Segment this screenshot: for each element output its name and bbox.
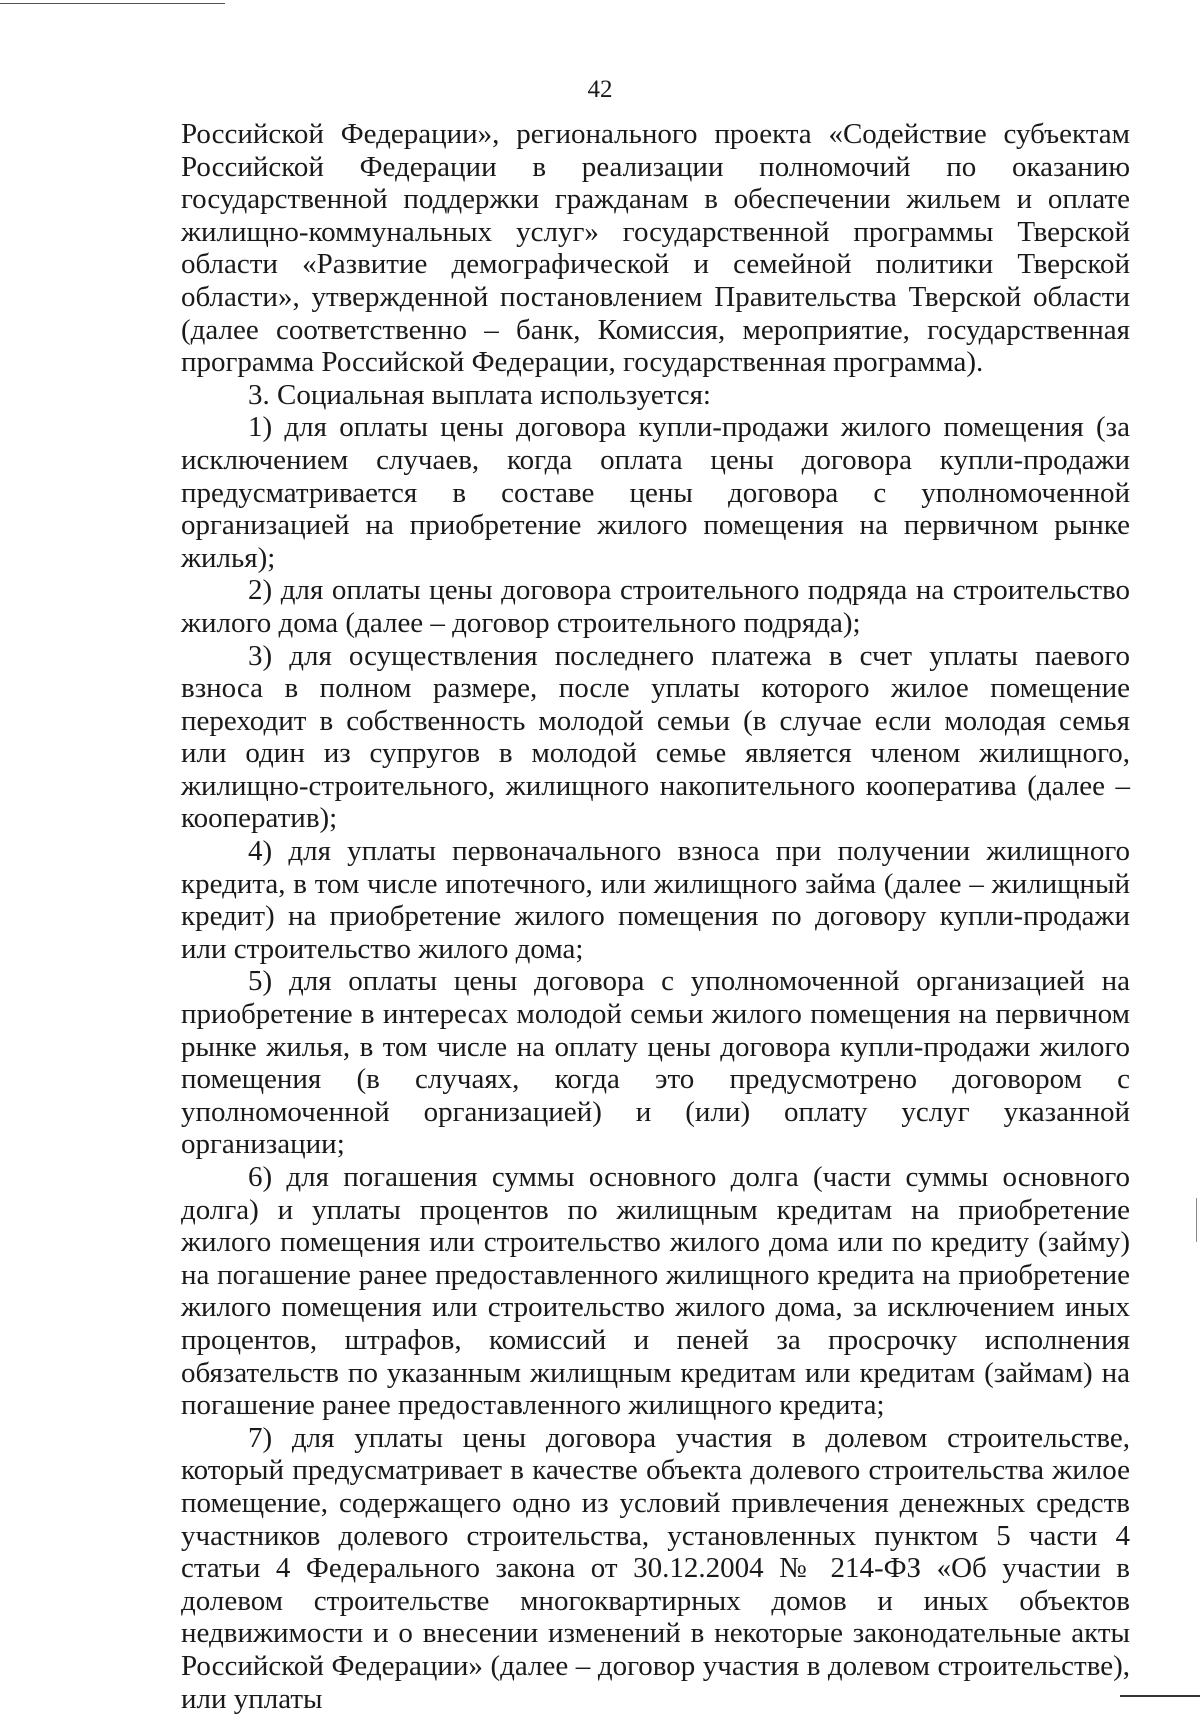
paragraph-item-4: 4) для уплаты первоначального взноса при получении жилищного кредита, в том числе ипотечного, или жилищного займа (далее – жилищный кредит) на приобретение жилого помещения по договору купли-продажи или строительство жилого дома; bbox=[181, 835, 1130, 965]
paragraph-item-5: 5) для оплаты цены договора с уполномоченной организацией на приобретение в интересах молодой семьи жилого помещения на первичном рынке жилья, в том числе на оплату цены договора купли-продажи жилого помещения (в случаях, когда это предусмотрено договором с уполномоченной организацией) и (или) оплату услуг указанной организации; bbox=[181, 965, 1130, 1161]
document-body bbox=[181, 118, 1130, 1715]
paragraph-continuation: Российской Федерации», регионального проекта «Содействие субъектам Российской Федерации в реализации полномочий по оказанию государственной поддержки гражданам в обеспечении жильем и оплате жилищно-коммунальных услуг» государственной программы Тверской области «Развитие демографической и семейной политики Тверской области», утвержденной постановлением Правительства Тверской области (далее соответственно – банк, Комиссия, мероприятие, государственная программа Российской Федерации, государственная программа). bbox=[181, 118, 1130, 379]
page-number: 42 bbox=[587, 76, 613, 103]
paragraph-section-3-heading: 3. Социальная выплата используется: bbox=[248, 378, 711, 411]
paragraph-item-2: 2) для оплаты цены договора строительного подряда на строительство жилого дома (далее – договор строительного подряда); bbox=[181, 574, 1130, 639]
paragraph-item-7: 7) для уплаты цены договора участия в долевом строительстве, который предусматривает в качестве объекта долевого строительства жилое помещение, содержащего одно из условий привлечения денежных средств участников долевого строительства, установленных пунктом 5 части 4 статьи 4 Федерального закона от 30.12.2004 № 214-ФЗ «Об участии в долевом строительстве многоквартирных домов и иных объектов недвижимости и о внесении изменений в некоторые законодательные акты Российской Федерации» (далее – договор участия в долевом строительстве), или уплаты bbox=[181, 1421, 1130, 1715]
scan-edge-line bbox=[0, 3, 225, 4]
paragraph-item-3: 3) для осуществления последнего платежа в счет уплаты паевого взноса в полном размере, после уплаты которого жилое помещение переходит в собственность молодой семьи (в случае если молодая семья или один из супругов в молодой семье является членом жилищного, жилищно-строительного, жилищного накопительного кооператива (далее – кооператив); bbox=[181, 639, 1130, 835]
paragraph-item-1: 1) для оплаты цены договора купли-продажи жилого помещения (за исключением случаев, когда оплата цены договора купли-продажи предусматривается в составе цены договора с уполномоченной организацией на приобретение жилого помещения на первичном рынке жилья); bbox=[181, 411, 1130, 574]
scan-corner-mark bbox=[1120, 1695, 1200, 1697]
paragraph-item-6: 6) для погашения суммы основного долга (части суммы основного долга) и уплаты процентов по жилищным кредитам на приобретение жилого помещения или строительство жилого дома или по кредиту (займу) на погашение ранее предоставленного жилищного кредита на приобретение жилого помещения или строительство жилого дома, за исключением иных процентов, штрафов, комиссий и пеней за просрочку исполнения обязательств по указанным жилищным кредитам или кредитам (займам) на погашение ранее предоставленного жилищного кредита; bbox=[181, 1161, 1130, 1422]
scan-margin-mark bbox=[1196, 1198, 1197, 1242]
